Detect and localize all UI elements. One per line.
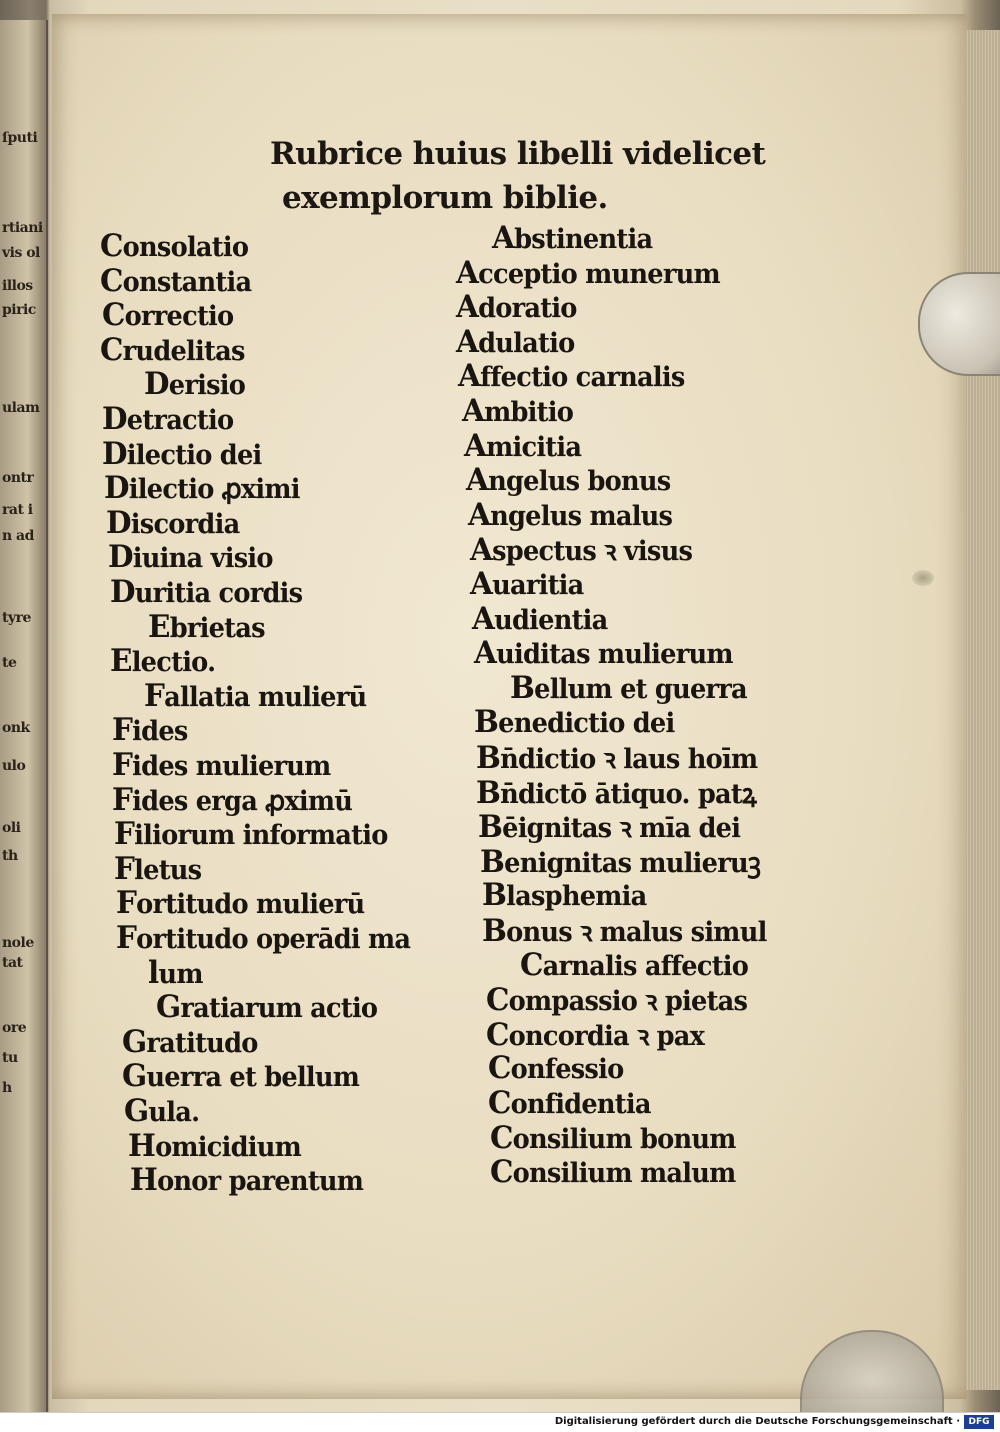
rubric-entry: Honor parentum (130, 1162, 364, 1198)
rubric-entry: Adulatio (456, 324, 575, 360)
rubric-entry: Consilium bonum (490, 1120, 736, 1156)
rubric-entry: Fallatia mulierū (144, 678, 367, 714)
rubric-entry: Derisio (144, 366, 246, 402)
left-page-fragment: piric (2, 302, 36, 318)
rubric-entry: Abstinentia (492, 220, 653, 256)
rubric-entry: Fides mulierum (112, 747, 331, 783)
rubric-entry: Fides erga ꝓximū (112, 782, 353, 818)
rubric-entry: Homicidium (128, 1128, 302, 1164)
left-page-fragment: h (2, 1080, 12, 1096)
page-heading (270, 132, 790, 220)
left-page-fragment: illos (2, 278, 33, 294)
rubric-entry: Constantia (100, 263, 252, 299)
rubric-entry: Guerra et bellum (122, 1058, 360, 1094)
rubric-entry: Gratiarum actio (156, 989, 378, 1025)
rubric-entry: Consilium malum (490, 1154, 736, 1190)
rubric-entry: Crudelitas (100, 332, 245, 368)
rubric-entry: Bn̄dictio ꝛ laus hoīm (476, 740, 758, 776)
left-page-fragment: ulo (2, 758, 26, 774)
rubric-entry: Auiditas mulierum (474, 635, 733, 671)
left-page-fragment: te (2, 655, 17, 671)
rubric-entry: Detractio (102, 401, 234, 437)
left-page-fragment: oli (2, 820, 21, 836)
heading-line-2: exemplorum biblie. (282, 180, 608, 216)
left-page-fragment: ulam (2, 400, 40, 416)
rubric-entry: Benedictio dei (474, 704, 675, 740)
left-page-fragment: ontr (2, 470, 34, 486)
rubric-entry: Bonus ꝛ malus simul (482, 913, 767, 949)
rubric-entry: Gula. (124, 1093, 200, 1129)
left-page-fragment: n ad (2, 528, 34, 544)
rubric-entry: Dilectio ꝓximi (104, 470, 300, 506)
rubric-entry: Confidentia (488, 1085, 651, 1121)
rubric-entry: Adoratio (456, 289, 577, 325)
book-page (52, 14, 967, 1399)
rubric-entry: Carnalis affectio (520, 947, 749, 983)
digitization-footer (0, 1412, 1000, 1432)
rubric-entry: Amicitia (464, 428, 582, 464)
rubric-entry: Auaritia (470, 566, 584, 602)
rubric-entry: Fortitudo mulierū (116, 885, 365, 921)
rubric-entry: Fletus (114, 851, 202, 887)
dfg-logo-icon: DFG (964, 1415, 994, 1429)
rubric-entry: Ambitio (462, 393, 574, 429)
left-page-fragment: tat (2, 955, 23, 971)
rubric-entry: Dilectio dei (102, 436, 262, 472)
left-page-fragment: ore (2, 1020, 27, 1036)
rubric-entry: Consolatio (100, 228, 249, 264)
left-page-fragment: onk (2, 720, 30, 736)
rubric-entry: Acceptio munerum (456, 255, 720, 291)
left-page-fragment: tyre (2, 610, 31, 626)
left-page-edge (0, 20, 48, 1412)
rubric-entry: Blasphemia (482, 877, 647, 913)
rubric-entry: Bēignitas ꝛ mīa dei (478, 809, 741, 845)
rubric-entry: Angelus malus (468, 497, 673, 533)
paper-stain (912, 570, 934, 586)
left-page-fragment: rtiani (2, 220, 43, 236)
rubric-entry: Bellum et guerra (510, 670, 747, 706)
left-page-fragment: ſputi (2, 130, 38, 146)
page-block-edge (966, 30, 1000, 1390)
rubric-entry: Diuina visio (108, 539, 273, 575)
rubric-entry: Ebrietas (148, 609, 265, 645)
rubric-entry: lum (148, 955, 203, 991)
left-page-fragment: tu (2, 1050, 18, 1066)
rubric-entry: Fortitudo operādi ma (116, 920, 411, 956)
rubric-entry: Benignitas mulieruꝫ (480, 844, 761, 880)
rubric-entry: Angelus bonus (466, 462, 671, 498)
rubric-entry: Bn̄dictō ātiquo. patꝝ (476, 775, 757, 811)
rubric-entry: Electio. (110, 643, 216, 679)
rubric-entry: Compassio ꝛ pietas (486, 982, 748, 1018)
left-page-fragment: rat i (2, 502, 33, 518)
rubric-entry: Confessio (488, 1050, 624, 1086)
rubric-entry: Discordia (106, 505, 240, 541)
rubric-entry: Affectio carnalis (458, 358, 685, 394)
rubric-entry: Concordia ꝛ pax (486, 1017, 705, 1053)
rubric-entry: Filiorum informatio (114, 816, 388, 852)
rubric-entry: Gratitudo (122, 1024, 258, 1060)
rubric-entry: Duritia cordis (110, 574, 303, 610)
rubric-entry: Correctio (102, 297, 234, 333)
left-page-fragment: nole (2, 935, 34, 951)
rubric-entry: Audientia (472, 601, 608, 637)
footer-credit: Digitalisierung gefördert durch die Deutsche Forschungsgemeinschaft · (554, 1416, 960, 1427)
heading-line-1: Rubrice huius libelli videlicet (270, 136, 766, 172)
rubric-entry: Fides (112, 712, 188, 748)
left-page-fragment: th (2, 848, 18, 864)
rubric-entry: Aspectus ꝛ visus (470, 532, 693, 568)
left-page-fragment: vis ol (2, 245, 40, 261)
